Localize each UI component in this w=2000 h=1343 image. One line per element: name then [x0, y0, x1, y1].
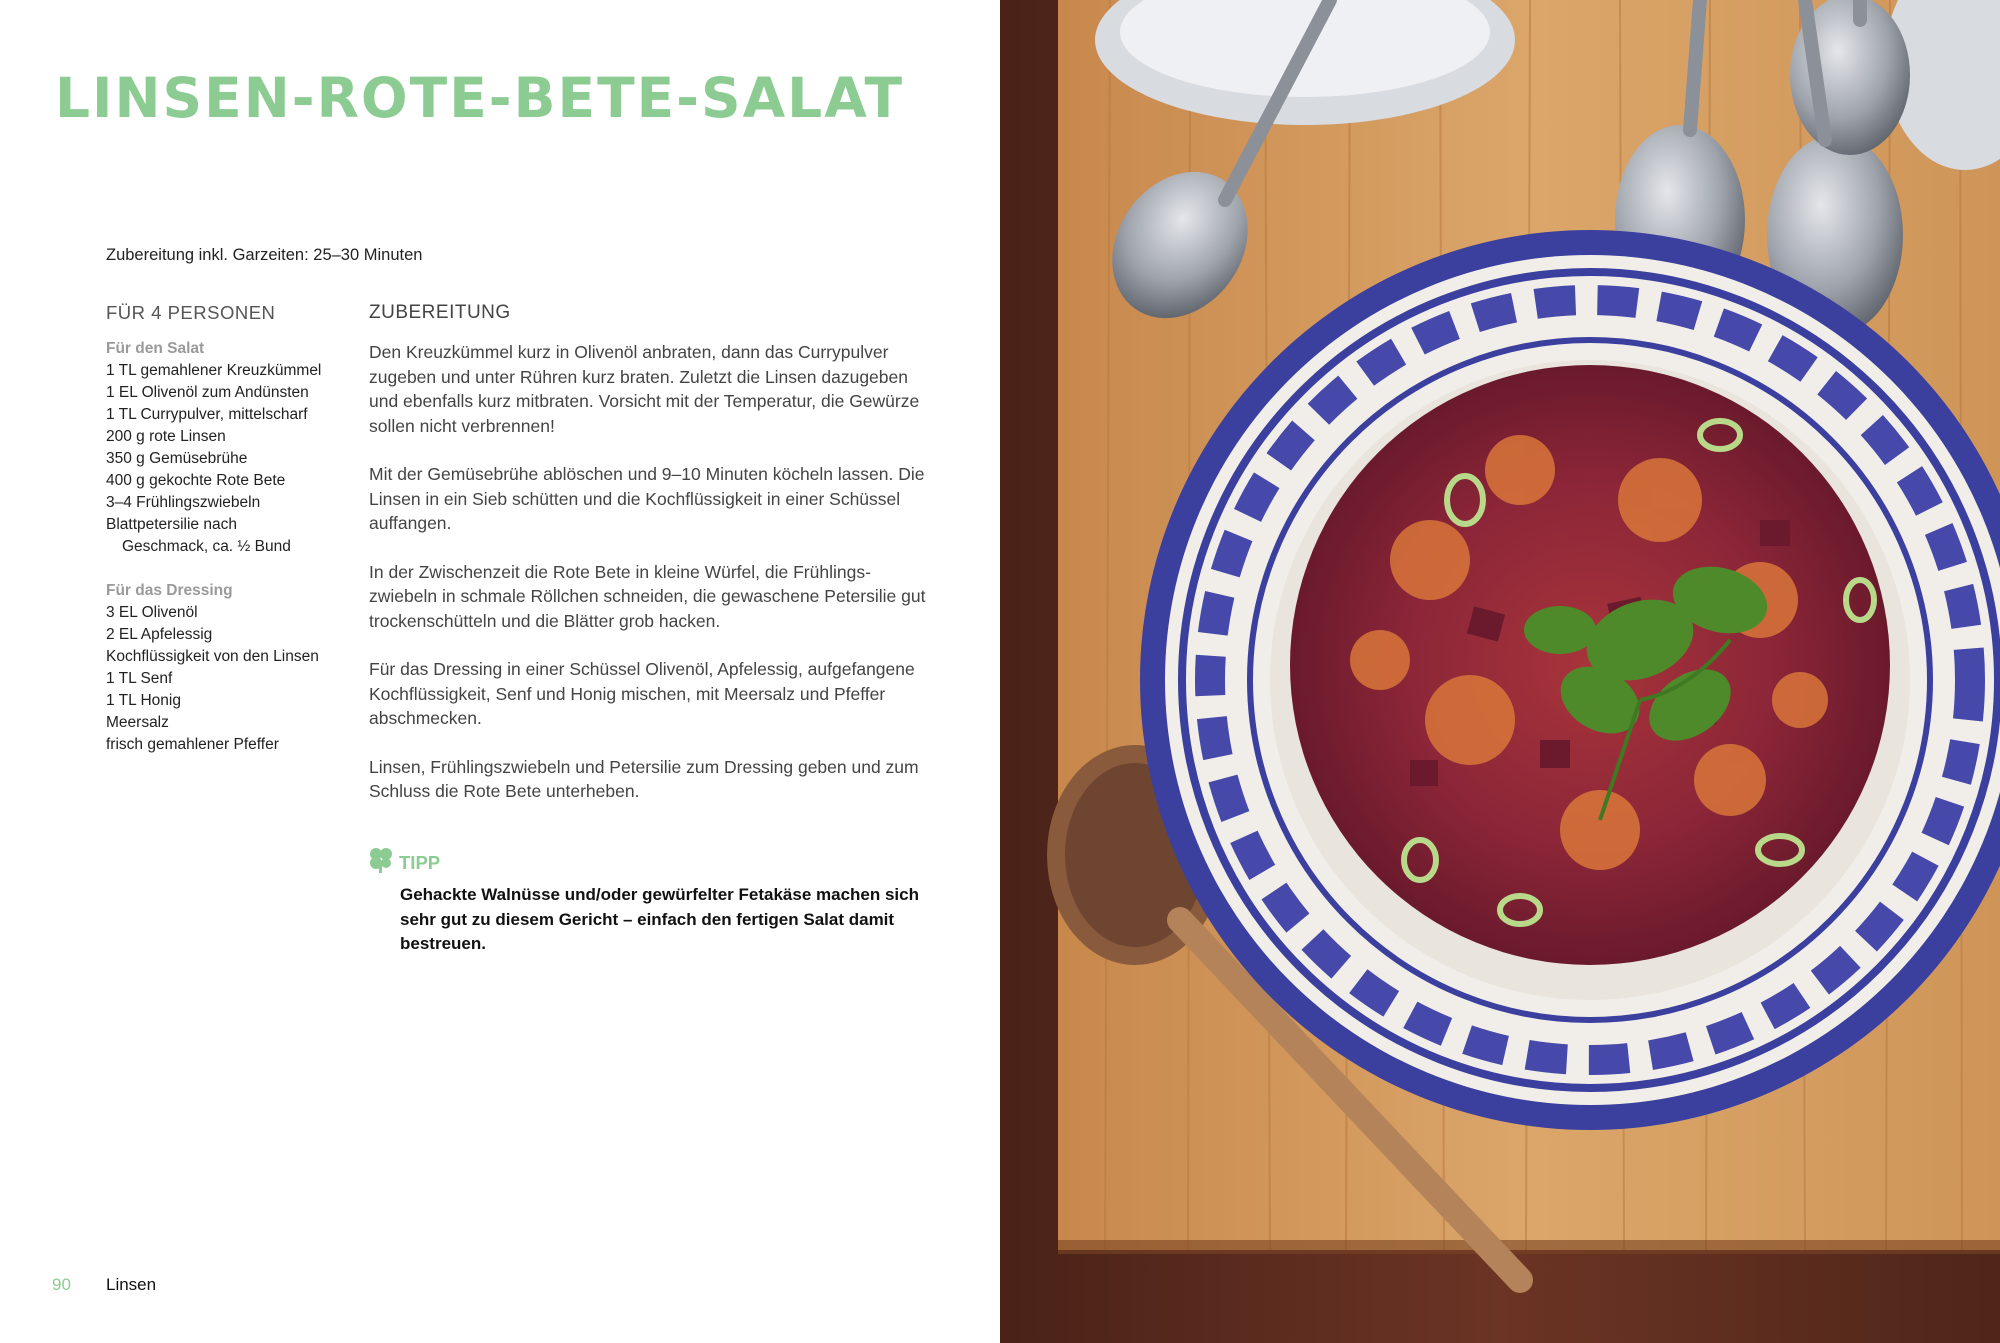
ingredient-item: 1 TL Currypulver, mittelscharf	[106, 406, 308, 423]
ingredient-item: Geschmack, ca. ½ Bund	[122, 538, 291, 555]
food-photo	[1000, 0, 2000, 1343]
ingredient-item: 3 EL Olivenöl	[106, 604, 198, 621]
ingredient-item: Meersalz	[106, 714, 169, 731]
tip-header	[367, 846, 927, 879]
ingredients-column	[106, 302, 346, 778]
preparation-step: Den Kreuzkümmel kurz in Olivenöl anbraten, dann das Currypulver zugeben und unter Rühren kurz braten. Zuletzt die Linsen dazugeben und ebenfalls kurz mitbraten. Vorsicht mit der Temperatur, die Gewürze sollen nicht verbrennen!	[369, 342, 920, 436]
ingredient-item: 2 EL Apfelessig	[106, 626, 213, 643]
preparation-heading: ZUBEREITUNG	[369, 302, 511, 323]
ingredient-list-dressing	[106, 602, 346, 756]
preparation-step: In der Zwischenzeit die Rote Bete in kleine Würfel, die Frühlings-zwiebeln in schmale Röllchen schneiden, die gewaschene Petersilie gut trockenschütteln und die Blätter grob hacken.	[369, 561, 926, 631]
prep-time: Zubereitung inkl. Garzeiten: 25–30 Minuten	[106, 246, 423, 264]
ingredient-item: frisch gemahlener Pfeffer	[106, 736, 279, 753]
chapter-name: Linsen	[106, 1275, 157, 1294]
recipe-title: LINSEN-ROTE-BETE-SALAT	[55, 66, 905, 130]
tip-label: TIPP	[399, 851, 441, 873]
tip-box	[367, 846, 927, 957]
clover-leaf-icon	[367, 846, 395, 879]
ingredient-item: 400 g gekochte Rote Bete	[106, 472, 286, 489]
ingredient-group-title: Für das Dressing	[106, 582, 233, 599]
servings-heading: FÜR 4 PERSONEN	[106, 302, 276, 323]
ingredient-item: Blattpetersilie nach	[106, 516, 237, 533]
ingredient-item: 1 TL Senf	[106, 670, 173, 687]
ingredient-group-title: Für den Salat	[106, 340, 205, 357]
ingredient-item: 1 TL Honig	[106, 692, 181, 709]
preparation-step: Mit der Gemüsebrühe ablöschen und 9–10 Minuten köcheln lassen. Die Linsen in ein Sieb schütten und die Kochflüssigkeit in einer Schüssel auffangen.	[369, 464, 925, 533]
ingredient-list-salad	[106, 360, 346, 558]
lentil-beet-salad-photo	[1000, 0, 2000, 1343]
ingredient-item: 1 TL gemahlener Kreuzkümmel	[106, 362, 322, 379]
ingredient-item: 350 g Gemüsebrühe	[106, 450, 248, 467]
page-number: 90	[52, 1275, 71, 1294]
tip-text: Gehackte Walnüsse und/oder gewürfelter Fetakäse machen sich sehr gut zu diesem Gericht – einfach den fertigen Salat damit bestreuen.	[400, 885, 919, 953]
ingredient-item: 3–4 Frühlingszwiebeln	[106, 494, 261, 511]
ingredient-item: 200 g rote Linsen	[106, 428, 226, 445]
preparation-step: Für das Dressing in einer Schüssel Olivenöl, Apfelessig, aufgefangene Kochflüssigkeit, Senf und Honig mischen, mit Meersalz und Pfeffer abschmecken.	[369, 659, 915, 728]
preparation-step: Linsen, Frühlingszwiebeln und Petersilie zum Dressing geben und zum Schluss die Rote Bete unterheben.	[369, 756, 919, 801]
preparation-column	[369, 302, 929, 828]
ingredient-item: 1 EL Olivenöl zum Andünsten	[106, 384, 309, 401]
ingredient-item: Kochflüssigkeit von den Linsen	[106, 648, 319, 665]
